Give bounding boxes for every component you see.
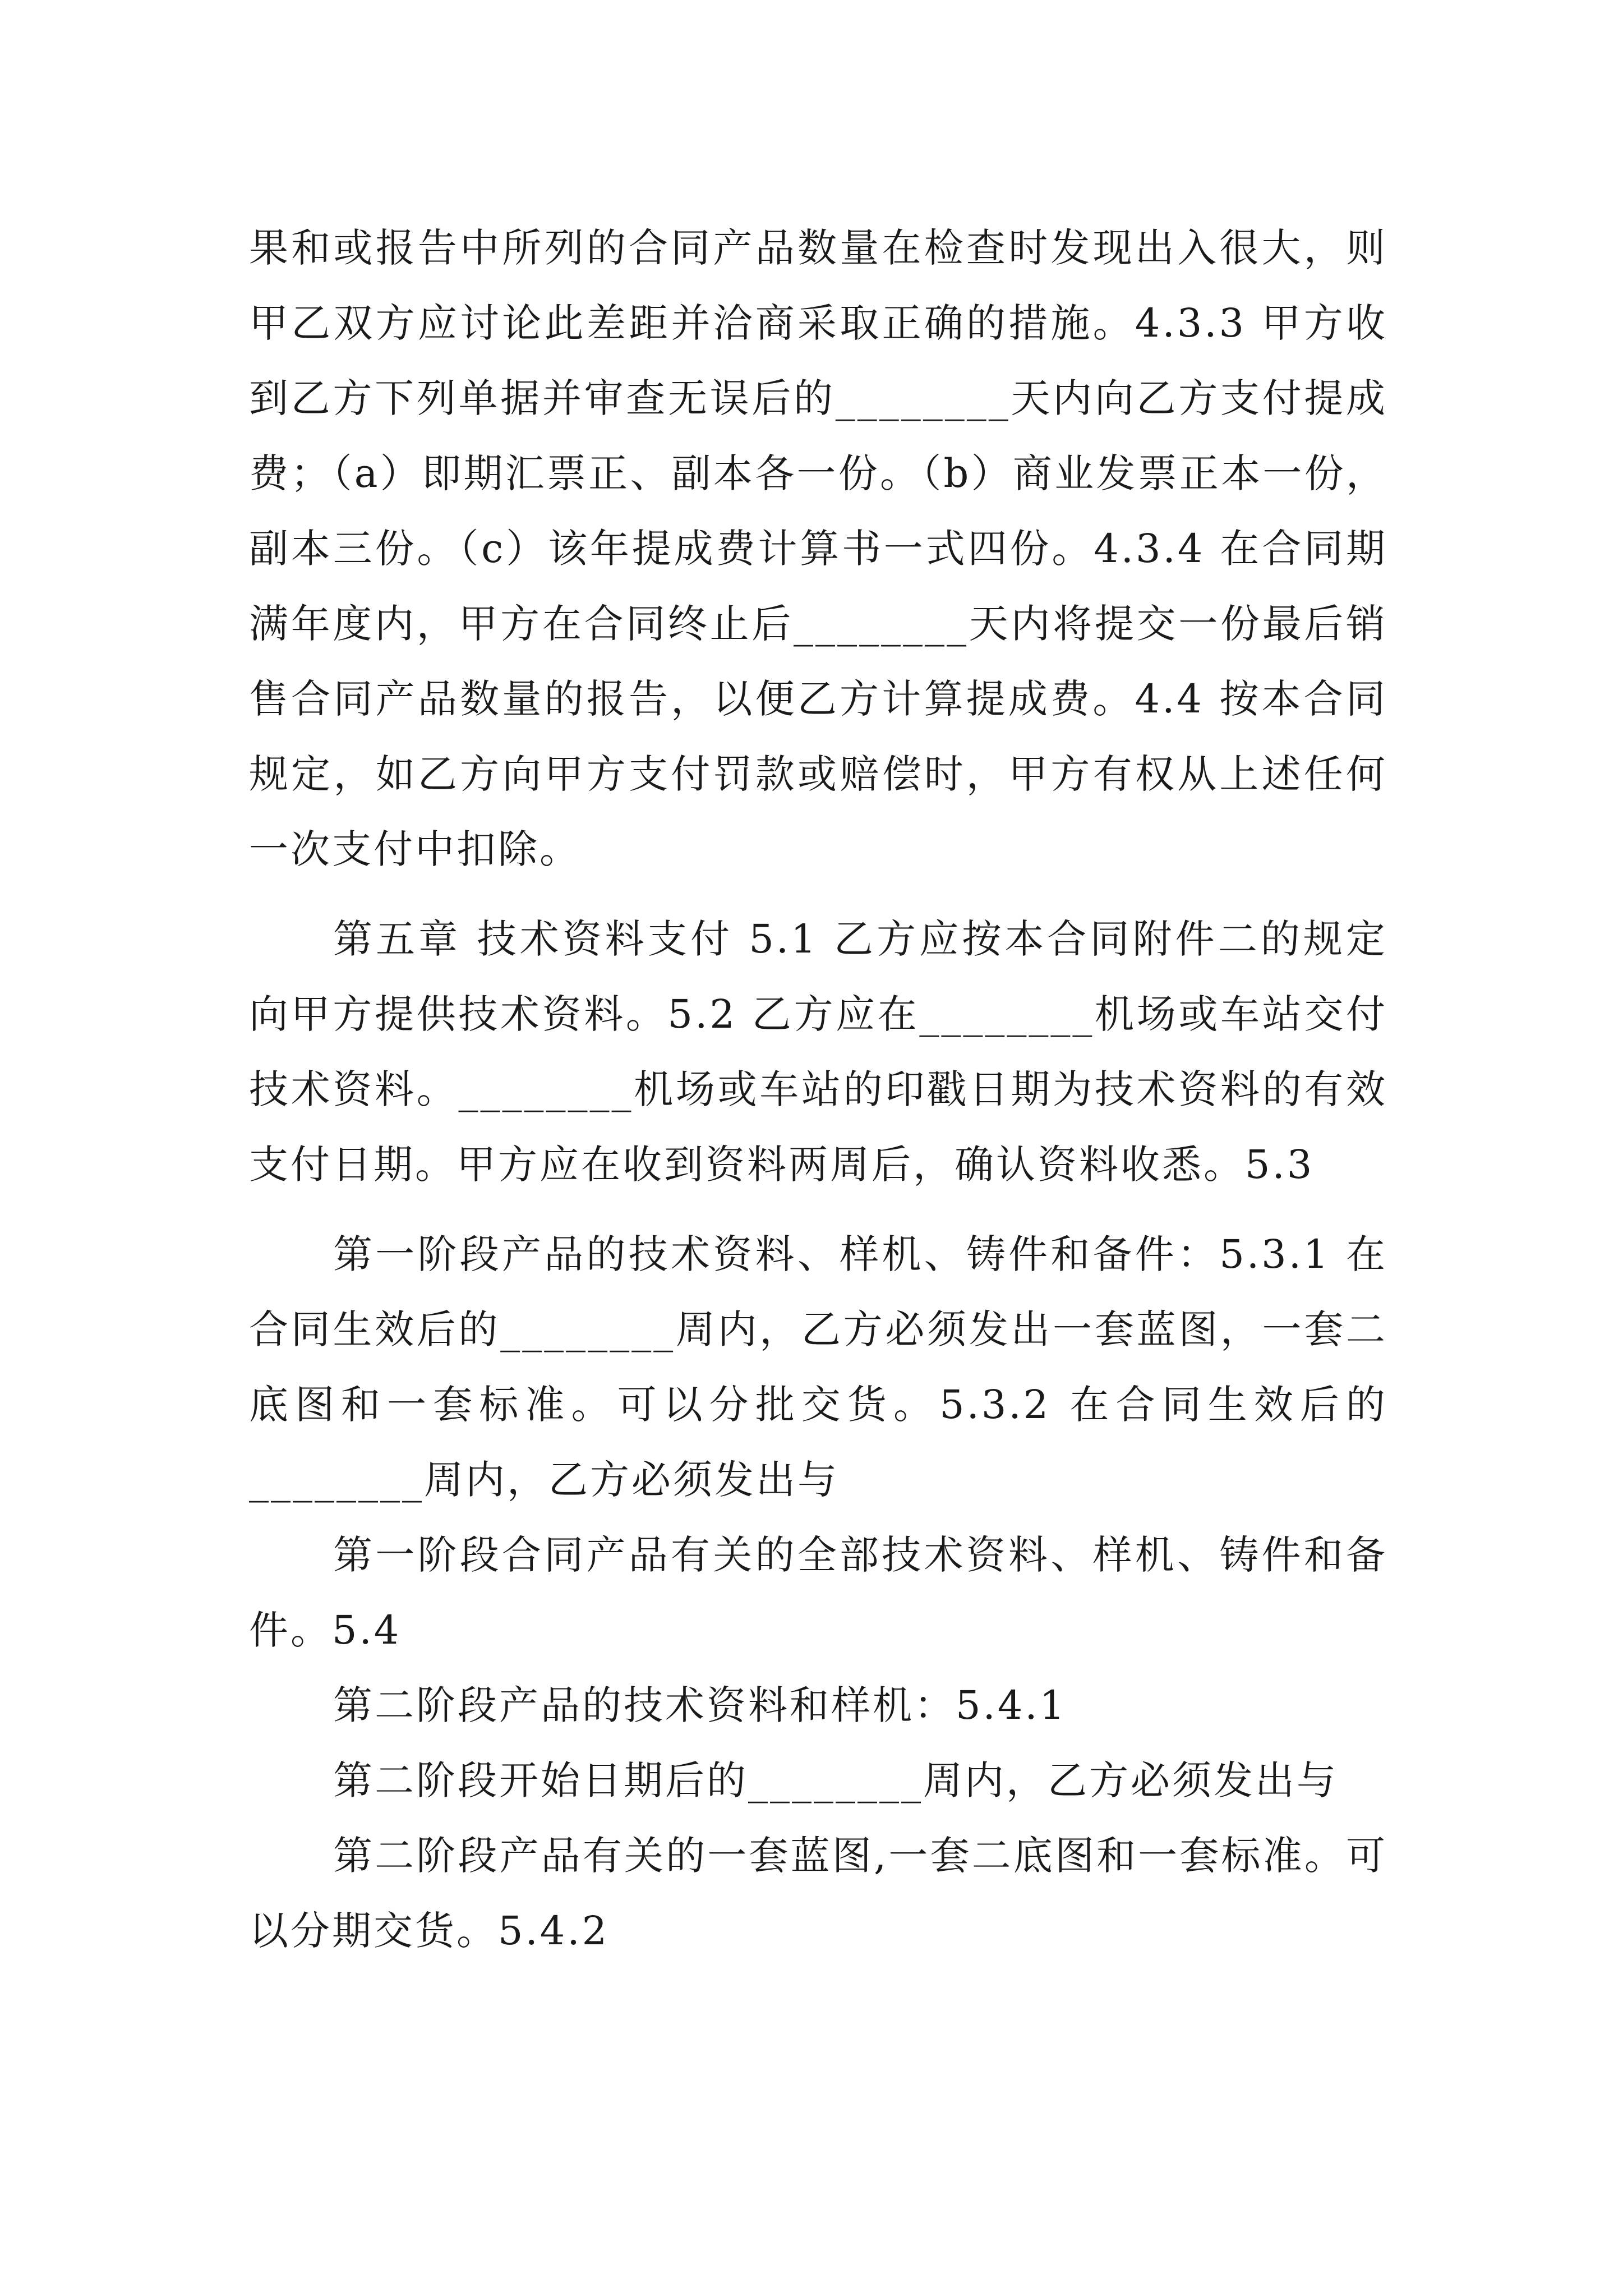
- paragraph-chapter-five: 第五章 技术资料支付 5.1 乙方应按本合同附件二的规定向甲方提供技术资料。5.2 乙方应在________机场或车站交付技术资料。________机场或车站的印戳日期为技术资料的有效支付日期。甲方应在收到资料两周后，确认资料收悉。5.3: [249, 916, 1387, 1188]
- paragraph-stage-two-heading: 第二阶段产品的技术资料和样机：5.4.1: [333, 1682, 1067, 1728]
- paragraph-stage-one-materials: 第一阶段产品的技术资料、样机、铸件和备件：5.3.1 在合同生效后的________周内，乙方必须发出一套蓝图，一套二底图和一套标准。可以分批交货。5.3.2 在合同生效后的________周内，乙方必须发出与: [249, 1231, 1387, 1503]
- document-body: [249, 210, 1387, 1968]
- paragraph-payment-terms: 果和或报告中所列的合同产品数量在检查时发现出入很大，则甲乙双方应讨论此差距并洽商采取正确的措施。4.3.3 甲方收到乙方下列单据并审查无误后的________天内向乙方支付提成费；（a）即期汇票正、副本各一份。（b）商业发票正本一份，副本三份。（c）该年提成费计算书一式四份。4.3.4 在合同期满年度内，甲方在合同终止后________天内将提交一份最后销售合同产品数量的报告，以便乙方计算提成费。4.4 按本合同规定，如乙方向甲方支付罚款或赔偿时，甲方有权从上述任何一次支付中扣除。: [249, 225, 1387, 872]
- paragraph-stage-one-products: 第一阶段合同产品有关的全部技术资料、样机、铸件和备件。5.4: [249, 1532, 1387, 1653]
- paragraph-stage-two-products: 第二阶段产品有关的一套蓝图,一套二底图和一套标准。可以分期交货。5.4.2: [249, 1833, 1387, 1954]
- paragraph-stage-two-start: 第二阶段开始日期后的________周内，乙方必须发出与: [333, 1757, 1338, 1803]
